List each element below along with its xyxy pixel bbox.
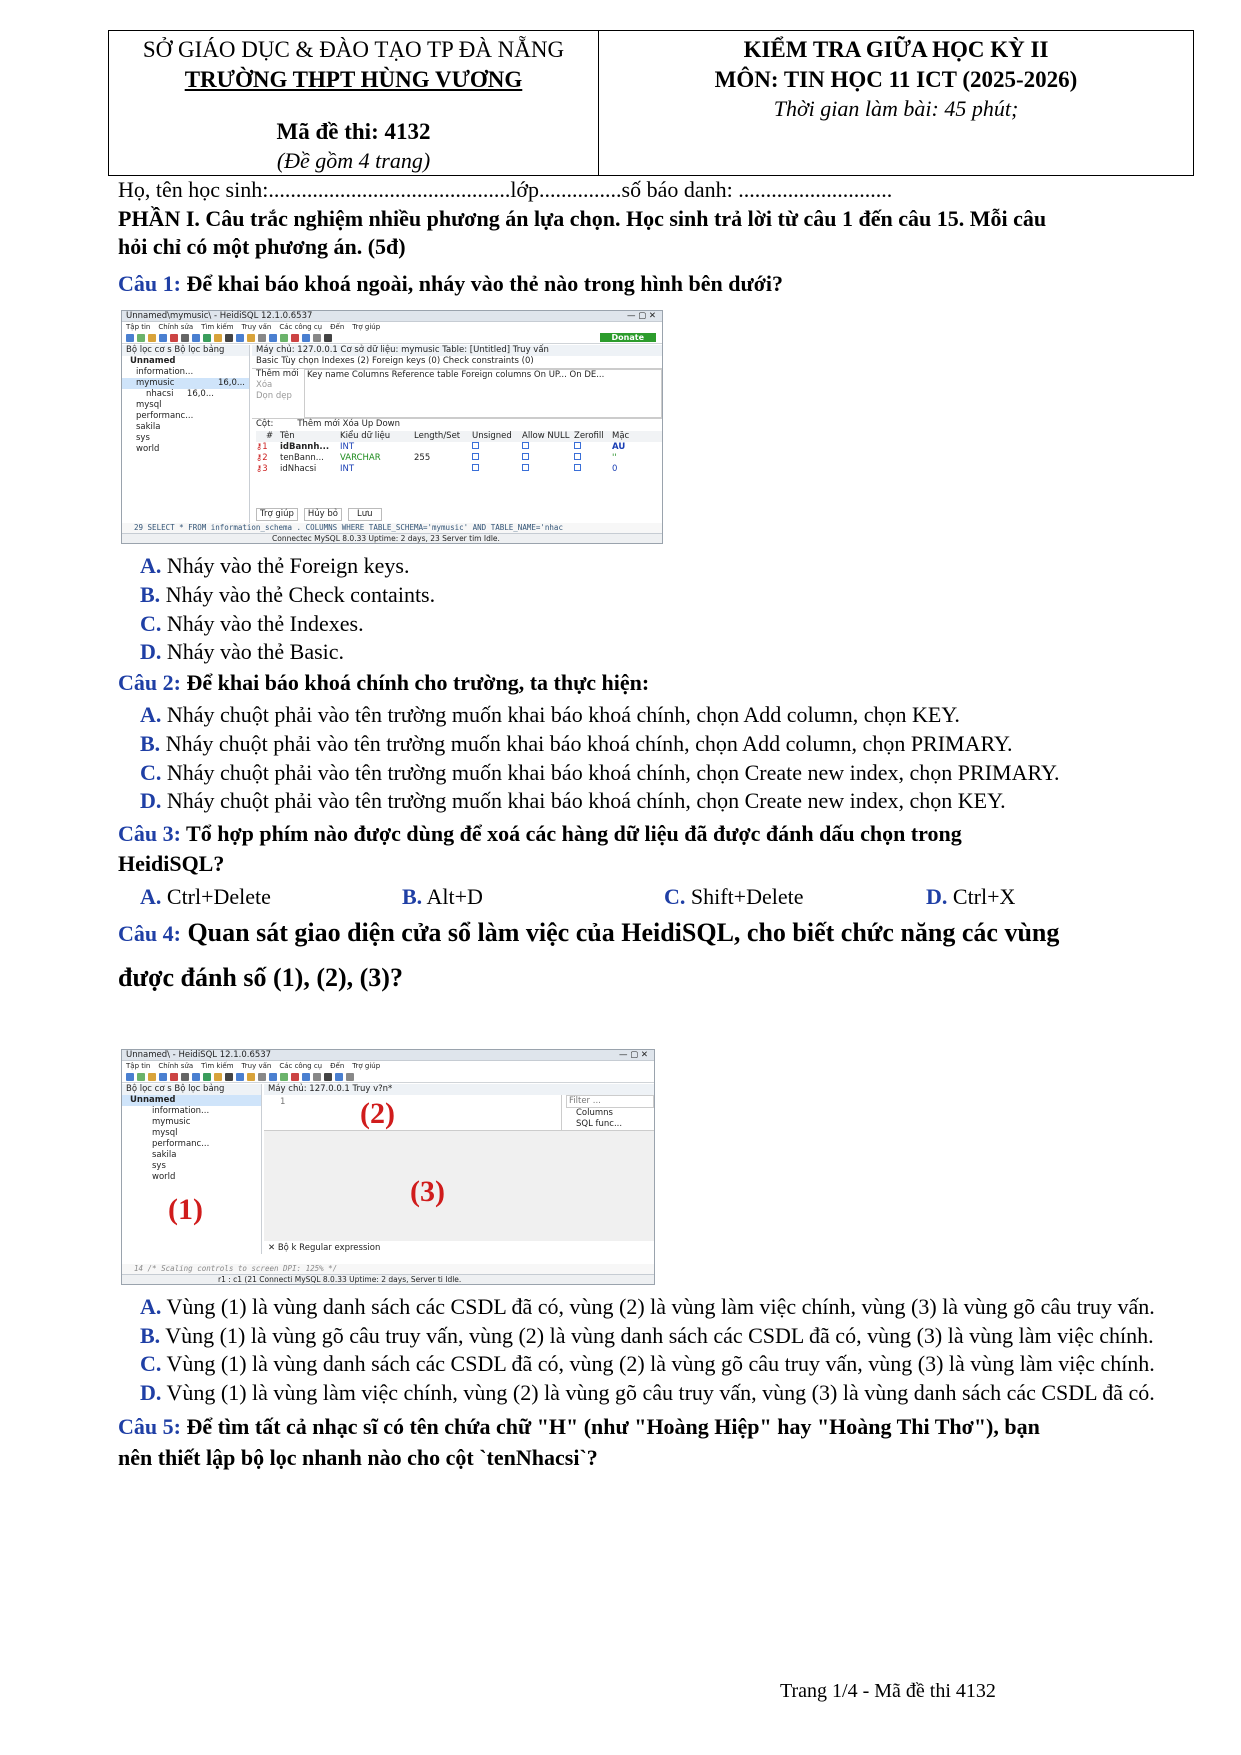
fk-add-button: Thêm mới xyxy=(256,369,299,380)
header-right-cell xyxy=(599,31,1193,175)
question-5 xyxy=(118,1413,1198,1442)
checkbox-icon xyxy=(574,442,581,449)
question-4-text: Quan sát giao diện cửa sổ làm việc của HeidiSQL, cho biết chức năng các vùng xyxy=(180,917,1060,947)
checkbox-icon xyxy=(522,464,529,471)
menu-edit: Chỉnh sửa xyxy=(158,322,194,331)
query-editor-region-2 xyxy=(264,1095,654,1131)
region-label-2: (2) xyxy=(360,1097,395,1131)
checkbox-icon xyxy=(574,453,581,460)
window-controls-icon: — ▢ ✕ xyxy=(626,310,656,321)
q3-option-c xyxy=(664,883,926,912)
grid-col-header: Zerofill xyxy=(574,431,604,442)
toolbar xyxy=(122,1071,654,1083)
filter-tabs: Bộ lọc cơ s Bộ lọc bảng xyxy=(122,1084,261,1095)
grid-row xyxy=(256,464,662,475)
row-number: 3 xyxy=(262,464,268,475)
option-label: B. xyxy=(402,883,423,909)
tree-node: information... xyxy=(136,367,194,378)
option-text: Nháy chuột phải vào tên trường muốn khai báo khoá chính, chọn Create new index, chọn PRIMARY. xyxy=(161,759,1060,785)
tree-node: sakila xyxy=(152,1150,177,1161)
grid-col-header: Kiểu dữ liệu xyxy=(340,431,391,442)
question-4 xyxy=(118,916,1198,950)
column-length: 255 xyxy=(414,453,431,464)
column-default: AU xyxy=(612,442,626,453)
database-tree xyxy=(122,345,250,525)
helper-panel xyxy=(562,1095,654,1130)
db-size: 16,0... xyxy=(217,378,245,389)
question-1-label: Câu 1: xyxy=(118,270,181,296)
option-label: C. xyxy=(664,883,686,909)
editor-tabs: Basic Tùy chọn Indexes (2) Foreign keys (0) Check constraints (0) xyxy=(252,356,662,369)
help-button: Trợ giúp xyxy=(256,508,298,521)
tree-node: world xyxy=(152,1172,176,1183)
option-label: A. xyxy=(140,553,162,579)
tree-node: world xyxy=(136,444,160,455)
part1-title-line1: PHẦN I. Câu trắc nghiệm nhiều phương án lựa chọn. Học sinh trả lời từ câu 1 đến câu 15. Mỗi câu xyxy=(118,205,1047,231)
key-icon: ⚷3 xyxy=(256,464,268,475)
q3-option-a xyxy=(140,883,402,912)
q4-option-c xyxy=(118,1350,1178,1379)
window-title: Unnamed\ - HeidiSQL 12.1.0.6537 xyxy=(126,1049,272,1060)
question-5-text: Để tìm tất cả nhạc sĩ có tên chứa chữ "H" (như "Hoàng Hiệp" hay "Hoàng Thi Thơ"), bạn xyxy=(180,1414,1040,1440)
tree-node-selected: Unnamed xyxy=(122,1095,261,1106)
row-number: 2 xyxy=(262,453,268,464)
tree-node xyxy=(122,389,249,400)
window-controls-icon: — ▢ ✕ xyxy=(618,1049,648,1060)
window-titlebar xyxy=(122,1050,654,1061)
menu-query: Truy vấn xyxy=(241,1061,272,1070)
option-text: Alt+D xyxy=(422,883,483,909)
option-label: C. xyxy=(140,610,162,636)
menu-edit: Chỉnh sửa xyxy=(158,1061,194,1070)
grid-col-header: # xyxy=(266,431,274,442)
q3-option-d xyxy=(926,883,1188,912)
q2-option-a xyxy=(118,701,1198,730)
menu-file: Tập tin xyxy=(126,1061,151,1070)
column-type: INT xyxy=(340,442,355,453)
tree-node: sys xyxy=(136,433,150,444)
option-label: B. xyxy=(140,1322,161,1348)
db-size: 16,0... xyxy=(186,389,214,400)
donate-button: Donate xyxy=(600,333,656,342)
part1-title-line2: hỏi chỉ có một phương án. (5đ) xyxy=(118,234,406,260)
checkbox-icon xyxy=(522,442,529,449)
option-text: Vùng (1) là vùng danh sách các CSDL đã có, vùng (2) là vùng gõ câu truy vấn, vùng (3) là vùng làm việc chính. xyxy=(161,1351,1155,1377)
helper-columns: Columns xyxy=(576,1108,613,1119)
option-text: Ctrl+Delete xyxy=(161,883,271,909)
option-text: Nháy chuột phải vào tên trường muốn khai báo khoá chính, chọn Create new index, chọn KEY. xyxy=(161,788,1006,814)
grid-header xyxy=(256,431,662,442)
exam-code: Mã đề thi: 4132 xyxy=(276,118,431,144)
foreign-key-panel xyxy=(252,369,662,419)
question-3-label: Câu 3: xyxy=(118,820,181,846)
q4-option-a xyxy=(118,1293,1178,1322)
column-name: idNhacsi xyxy=(280,464,317,475)
exam-content xyxy=(118,176,1198,1473)
menu-tools: Các công cụ xyxy=(279,1061,323,1070)
checkbox-icon xyxy=(522,453,529,460)
tree-node: mysql xyxy=(136,400,162,411)
grid-col-header: Unsigned xyxy=(472,431,512,442)
option-label: A. xyxy=(140,1294,162,1320)
sql-log-line: 14 /* Scaling controls to screen DPI: 125% */ xyxy=(122,1264,654,1274)
grid-col-header: Allow NULL xyxy=(522,431,570,442)
key-icon: ⚷1 xyxy=(256,442,268,453)
option-label: A. xyxy=(140,883,162,909)
tree-node: sakila xyxy=(136,422,161,433)
tree-node: mysql xyxy=(152,1128,178,1139)
fk-clear-button: Dọn dẹp xyxy=(256,391,292,402)
question-4-label: Câu 4: xyxy=(118,920,181,946)
q2-option-b xyxy=(118,730,1198,759)
editor-bottom-buttons xyxy=(256,508,382,521)
tree-node: performanc... xyxy=(136,411,194,422)
regex-label: Bộ k Regular expression xyxy=(277,1243,381,1254)
tree-node: mymusic xyxy=(152,1117,191,1128)
question-3 xyxy=(118,820,1198,849)
checkbox-icon xyxy=(472,464,479,471)
regex-filter-bar: ✕ Bộ k Regular expression xyxy=(268,1243,381,1254)
q3-options-row xyxy=(118,883,1198,912)
status-bar: r1 : c1 (21 Connecti MySQL 8.0.33 Uptime: 2 days, Server ti Idle. xyxy=(122,1274,654,1284)
region-label-1: (1) xyxy=(168,1193,203,1227)
row-number: 1 xyxy=(262,442,268,453)
option-label: D. xyxy=(140,1379,162,1405)
option-text: Ctrl+X xyxy=(947,883,1016,909)
status-bar: Connectec MySQL 8.0.33 Uptime: 2 days, 23 Server tim Idle. xyxy=(122,533,662,543)
option-text: Nháy vào thẻ Foreign keys. xyxy=(161,553,410,579)
columns-grid xyxy=(252,431,662,475)
host-bar: Máy chủ: 127.0.0.1 Truy v?n* xyxy=(264,1084,654,1095)
option-label: D. xyxy=(140,788,162,814)
school-name: TRƯỜNG THPT HÙNG VƯƠNG xyxy=(184,66,523,92)
columns-toolbar xyxy=(252,419,662,431)
window-titlebar xyxy=(122,311,662,322)
question-5-label: Câu 5: xyxy=(118,1414,181,1440)
option-text: Nháy vào thẻ Basic. xyxy=(161,639,345,665)
q3-option-b xyxy=(402,883,664,912)
fk-headers: Key name Columns Reference table Foreign columns On UP... On DE... xyxy=(304,369,662,418)
option-label: A. xyxy=(140,702,162,728)
helper-sql-functions: SQL func... xyxy=(576,1119,623,1130)
exam-duration: Thời gian làm bài: 45 phút; xyxy=(773,95,1019,121)
fk-buttons xyxy=(252,369,304,418)
question-3-text-line2: HeidiSQL? xyxy=(118,851,225,877)
menu-search: Tìm kiếm xyxy=(201,1061,234,1070)
option-label: C. xyxy=(140,759,162,785)
tree-node: information... xyxy=(152,1106,210,1117)
menu-bar xyxy=(122,1061,654,1071)
region-label-3: (3) xyxy=(410,1175,445,1209)
option-text: Vùng (1) là vùng danh sách các CSDL đã có, vùng (2) là vùng làm việc chính, vùng (3) là vùng gõ câu truy vấn. xyxy=(161,1294,1155,1320)
checkbox-icon xyxy=(472,453,479,460)
question-2 xyxy=(118,669,1198,698)
tree-node-label: mymusic xyxy=(136,378,175,389)
columns-label: Cột: xyxy=(256,419,274,430)
window-title: Unnamed\mymusic\ - HeidiSQL 12.1.0.6537 xyxy=(126,310,313,321)
exam-title: KIỂM TRA GIỮA HỌC KỲ II xyxy=(743,37,1049,62)
grid-row xyxy=(256,453,662,464)
grid-row xyxy=(256,442,662,453)
key-icon: ⚷2 xyxy=(256,453,268,464)
grid-col-header: Tên xyxy=(280,431,295,442)
grid-col-header: Length/Set xyxy=(414,431,461,442)
page-footer: Trang 1/4 - Mã đề thi 4132 xyxy=(780,1680,996,1702)
q1-option-b xyxy=(118,581,1198,610)
column-name: tenBann... xyxy=(280,453,324,464)
cancel-button: Hủy bỏ xyxy=(304,508,342,521)
q4-option-b xyxy=(118,1322,1178,1351)
exam-subject: MÔN: TIN HỌC 11 ICT (2025-2026) xyxy=(714,66,1078,92)
checkbox-icon xyxy=(574,464,581,471)
option-label: B. xyxy=(140,581,161,607)
menu-tools: Các công cụ xyxy=(279,322,323,331)
question-5-text-line2: nên thiết lập bộ lọc nhanh nào cho cột `tenNhacsi`? xyxy=(118,1445,598,1471)
department-name: SỞ GIÁO DỤC & ĐÀO TẠO TP ĐÀ NẴNG xyxy=(142,37,565,62)
heidisql-table-editor-screenshot xyxy=(121,310,663,544)
question-4-text-line2: được đánh số (1), (2), (3)? xyxy=(118,963,403,993)
option-text: Nháy vào thẻ Indexes. xyxy=(161,610,364,636)
option-label: D. xyxy=(926,883,948,909)
option-text: Shift+Delete xyxy=(685,883,804,909)
query-pane xyxy=(264,1084,654,1254)
filter-tabs: Bộ lọc cơ s Bộ lọc bảng xyxy=(122,345,249,356)
option-text: Nháy chuột phải vào tên trường muốn khai báo khoá chính, chọn Add column, chọn PRIMARY. xyxy=(160,730,1013,756)
menu-help: Trợ giúp xyxy=(352,1061,381,1070)
option-text: Vùng (1) là vùng gõ câu truy vấn, vùng (2) là vùng danh sách các CSDL đã có, vùng (3) là vùng làm việc chính. xyxy=(160,1322,1154,1348)
option-text: Vùng (1) là vùng làm việc chính, vùng (2) là vùng gõ câu truy vấn, vùng (3) là vùng danh sách các CSDL đã có. xyxy=(161,1379,1155,1405)
q2-option-d xyxy=(118,787,1198,816)
pages-note: (Đề gồm 4 trang) xyxy=(276,147,431,173)
menu-search: Tìm kiếm xyxy=(201,322,234,331)
toolbar xyxy=(122,332,662,344)
menu-help: Trợ giúp xyxy=(352,322,381,331)
tree-node-selected xyxy=(122,378,249,389)
menu-bar xyxy=(122,322,662,332)
q1-option-a xyxy=(118,552,1198,581)
tree-node-label: nhacsi xyxy=(146,389,174,400)
option-label: D. xyxy=(140,639,162,665)
option-text: Nháy vào thẻ Check containts. xyxy=(160,581,436,607)
grid-col-header: Mặc xyxy=(612,431,630,442)
option-label: C. xyxy=(140,1351,162,1377)
question-3-text: Tổ hợp phím nào được dùng để xoá các hàng dữ liệu đã được đánh dấu chọn trong xyxy=(180,820,962,846)
fk-delete-button: Xóa xyxy=(256,380,273,391)
q1-option-c xyxy=(118,610,1198,639)
question-1 xyxy=(118,270,1198,299)
menu-goto: Đến xyxy=(330,322,345,331)
question-2-label: Câu 2: xyxy=(118,669,181,695)
menu-goto: Đến xyxy=(330,1061,345,1070)
exam-header xyxy=(108,30,1194,176)
result-region-3 xyxy=(264,1131,654,1241)
student-info-line: Họ, tên học sinh:............................................lớp...............số báo danh: ............................ xyxy=(118,177,893,202)
columns-buttons: Thêm mới Xóa Up Down xyxy=(297,419,401,430)
question-1-text: Để khai báo khoá ngoài, nháy vào thẻ nào trong hình bên dưới? xyxy=(180,270,783,296)
tree-node: Unnamed xyxy=(130,356,176,367)
column-type: VARCHAR xyxy=(340,453,381,464)
editor-pane xyxy=(252,345,662,525)
sql-log-line: 29 SELECT * FROM information_schema . COLUMNS WHERE TABLE_SCHEMA='mymusic' AND TABLE_NAME='nhac xyxy=(122,523,662,533)
tree-node: performanc... xyxy=(152,1139,210,1150)
q1-option-d xyxy=(118,638,1198,667)
q2-option-c xyxy=(118,759,1078,788)
option-text: Nháy chuột phải vào tên trường muốn khai báo khoá chính, chọn Add column, chọn KEY. xyxy=(161,702,960,728)
column-type: INT xyxy=(340,464,355,475)
menu-query: Truy vấn xyxy=(241,322,272,331)
save-button: Lưu xyxy=(348,508,382,521)
q4-option-d xyxy=(118,1379,1178,1408)
tree-node: sys xyxy=(152,1161,166,1172)
checkbox-icon xyxy=(472,442,479,449)
column-name: idBannh... xyxy=(280,442,330,453)
filter-input: Filter ... xyxy=(566,1095,654,1108)
column-default: 0 xyxy=(612,464,618,475)
menu-file: Tập tin xyxy=(126,322,151,331)
line-number: 1 xyxy=(280,1097,286,1108)
host-bar: Máy chủ: 127.0.0.1 Cơ sở dữ liệu: mymusic Table: [Untitled] Truy vấn xyxy=(252,345,662,356)
column-default: '' xyxy=(612,453,617,464)
header-left-cell xyxy=(109,31,599,175)
question-2-text: Để khai báo khoá chính cho trường, ta thực hiện: xyxy=(180,669,650,695)
heidisql-main-window-screenshot xyxy=(121,1049,655,1285)
option-label: B. xyxy=(140,730,161,756)
